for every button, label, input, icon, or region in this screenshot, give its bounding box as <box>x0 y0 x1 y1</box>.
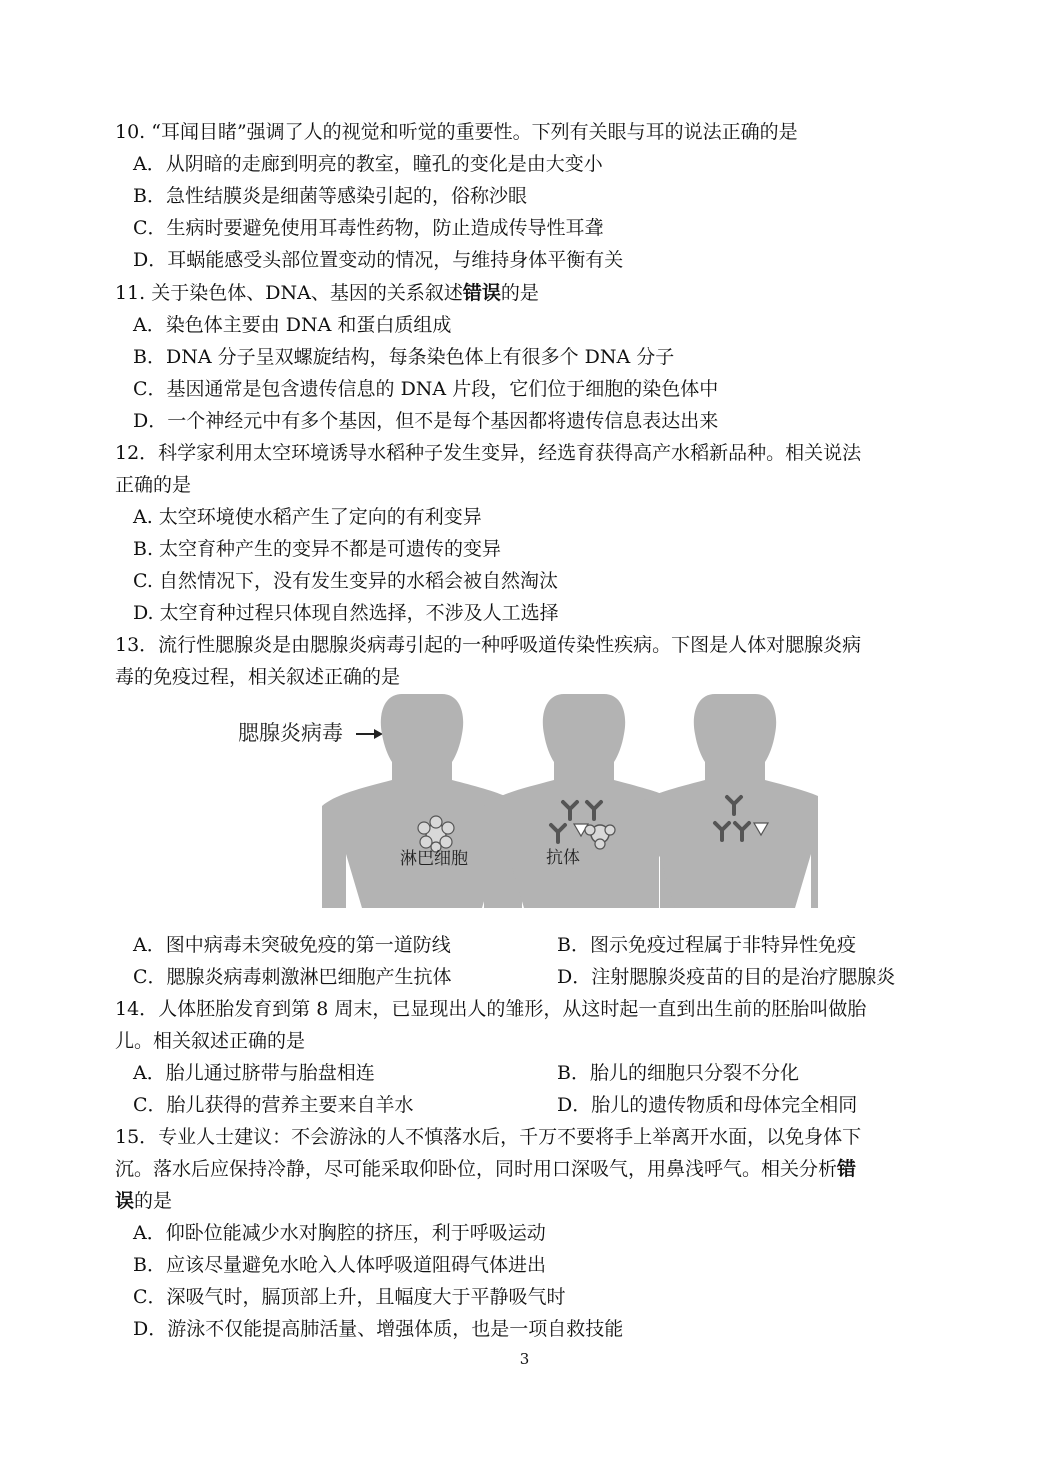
question-13-stem-line2: 毒的免疫过程，相关叙述正确的是 <box>115 666 401 688</box>
q13-option-b: B．图示免疫过程属于非特异性免疫 <box>557 934 856 956</box>
immune-process-figure <box>238 692 818 908</box>
question-10-stem: 10. “耳闻目睹”强调了人的视觉和听觉的重要性。下列有关眼与耳的说法正确的是 <box>115 121 798 143</box>
q15-option-c: C．深吸气时，膈顶部上升，且幅度大于平静吸气时 <box>133 1286 566 1308</box>
q15-stem-emphasis-2: 误 <box>115 1190 135 1212</box>
q12-option-c: C. 自然情况下，没有发生变异的水稻会被自然淘汰 <box>133 570 558 592</box>
q11-option-b: B．DNA 分子呈双螺旋结构，每条染色体上有很多个 DNA 分子 <box>133 346 675 368</box>
q11-stem-emphasis: 错误 <box>462 282 501 304</box>
q15-stem-end: 的是 <box>134 1190 173 1212</box>
page-number: 3 <box>519 1350 530 1368</box>
q13-option-c: C．腮腺炎病毒刺激淋巴细胞产生抗体 <box>133 966 452 988</box>
q15-option-a: A．仰卧位能减少水对胸腔的挤压，利于呼吸运动 <box>133 1222 546 1244</box>
question-15-stem-line3 <box>0 1189 1049 1213</box>
question-12-stem-line2: 正确的是 <box>115 474 192 496</box>
question-12-stem-line1: 12．科学家利用太空环境诱导水稻种子发生变异，经选育获得高产水稻新品种。相关说法 <box>115 442 862 464</box>
q10-option-a: A．从阴暗的走廊到明亮的教室，瞳孔的变化是由大变小 <box>133 153 603 175</box>
q15-stem-text: 沉。落水后应保持冷静，尽可能采取仰卧位，同时用口深吸气，用鼻浅呼气。相关分析 <box>115 1158 838 1180</box>
q14-option-a: A．胎儿通过脐带与胎盘相连 <box>133 1062 375 1084</box>
q12-option-d: D. 太空育种过程只体现自然选择，不涉及人工选择 <box>133 602 559 624</box>
q14-option-c: C．胎儿获得的营养主要来自羊水 <box>133 1094 414 1116</box>
virus-label: 腮腺炎病毒 <box>238 721 343 745</box>
antibody-label: 抗体 <box>546 848 580 868</box>
q13-options-row1 <box>0 933 1049 957</box>
question-13-stem-line1: 13．流行性腮腺炎是由腮腺炎病毒引起的一种呼吸道传染性疾病。下图是人体对腮腺炎病 <box>115 634 862 656</box>
q13-option-d: D．注射腮腺炎疫苗的目的是治疗腮腺炎 <box>557 966 896 988</box>
q15-option-b: B．应该尽量避免水呛入人体呼吸道阻碍气体进出 <box>133 1254 546 1276</box>
q10-option-d: D．耳蜗能感受头部位置变动的情况，与维持身体平衡有关 <box>133 249 624 271</box>
question-15-stem-line2 <box>0 1157 1049 1181</box>
q13-options-row2 <box>0 965 1049 989</box>
q11-option-a: A．染色体主要由 DNA 和蛋白质组成 <box>133 314 452 336</box>
q10-option-b: B．急性结膜炎是细菌等感染引起的，俗称沙眼 <box>133 185 527 207</box>
q14-option-d: D．胎儿的遗传物质和母体完全相同 <box>557 1094 858 1116</box>
q15-option-d: D．游泳不仅能提高肺活量、增强体质，也是一项自救技能 <box>133 1318 624 1340</box>
q14-options-row1 <box>0 1061 1049 1085</box>
q14-options-row2 <box>0 1093 1049 1117</box>
q12-option-b: B. 太空育种产生的变异不都是可遗传的变异 <box>133 538 502 560</box>
question-11-stem <box>0 281 1049 305</box>
q11-option-c: C．基因通常是包含遗传信息的 DNA 片段，它们位于细胞的染色体中 <box>133 378 719 400</box>
q11-stem-end: 的是 <box>500 282 539 304</box>
lymphocyte-label: 淋巴细胞 <box>400 849 468 869</box>
question-15-stem-line1: 15．专业人士建议：不会游泳的人不慎落水后，千万不要将手上举离开水面，以免身体下 <box>115 1126 862 1148</box>
q15-stem-emphasis-1: 错 <box>837 1158 857 1180</box>
question-14-stem-line1: 14．人体胚胎发育到第 8 周末，已显现出人的雏形，从这时起一直到出生前的胚胎叫做胎 <box>115 998 867 1020</box>
q12-option-a: A. 太空环境使水稻产生了定向的有利变异 <box>133 506 482 528</box>
q11-option-d: D．一个神经元中有多个基因，但不是每个基因都将遗传信息表达出来 <box>133 410 719 432</box>
question-14-stem-line2: 儿。相关叙述正确的是 <box>115 1030 306 1052</box>
q13-option-a: A．图中病毒未突破免疫的第一道防线 <box>133 934 451 956</box>
q14-option-b: B．胎儿的细胞只分裂不分化 <box>557 1062 799 1084</box>
q11-stem-text: 11. 关于染色体、DNA、基因的关系叙述 <box>115 282 463 304</box>
q10-option-c: C．生病时要避免使用耳毒性药物，防止造成传导性耳聋 <box>133 217 604 239</box>
